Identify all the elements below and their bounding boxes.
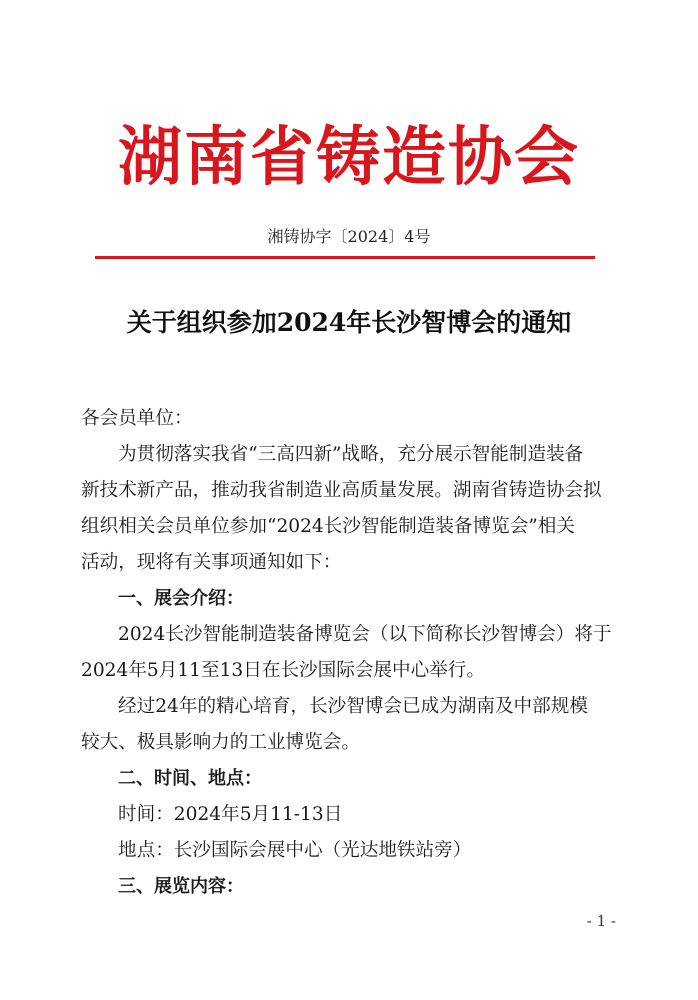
red-divider-line: [95, 256, 595, 259]
section1-para1-line: 2024长沙智能制造装备博览会（以下简称长沙智博会）将于: [118, 624, 612, 645]
section1-para2-line: 较大、极具影响力的工业博览会。: [81, 732, 360, 753]
event-place: 地点：长沙国际会展中心（光达地铁站旁）: [118, 840, 472, 861]
section-heading-exhibition-content: 三、展览内容：: [118, 876, 244, 897]
document-number: 湘铸协字〔2024〕4号: [267, 227, 431, 246]
intro-line: 新技术新产品，推动我省制造业高质量发展。湖南省铸造协会拟: [81, 480, 602, 501]
section1-para2-line: 经过24年的精心培育，长沙智博会已成为湖南及中部规模: [118, 696, 588, 717]
notice-title: 关于组织参加2024年长沙智博会的通知: [126, 308, 572, 337]
section-heading-time-place: 二、时间、地点：: [118, 768, 262, 789]
section1-para1-line: 2024年5月11至13日在长沙国际会展中心举行。: [81, 660, 485, 681]
organization-title: 湖南省铸造协会: [118, 121, 580, 195]
salutation: 各会员单位：: [81, 408, 193, 429]
section-heading-exhibition-intro: 一、展会介绍：: [118, 588, 244, 609]
page-number: - 1 -: [586, 912, 616, 930]
intro-line: 为贯彻落实我省“三高四新”战略，充分展示智能制造装备: [118, 444, 584, 465]
event-time: 时间：2024年5月11-13日: [118, 804, 343, 825]
intro-line: 活动，现将有关事项通知如下：: [81, 552, 342, 573]
intro-line: 组织相关会员单位参加“2024长沙智能制造装备博览会”相关: [81, 516, 575, 537]
